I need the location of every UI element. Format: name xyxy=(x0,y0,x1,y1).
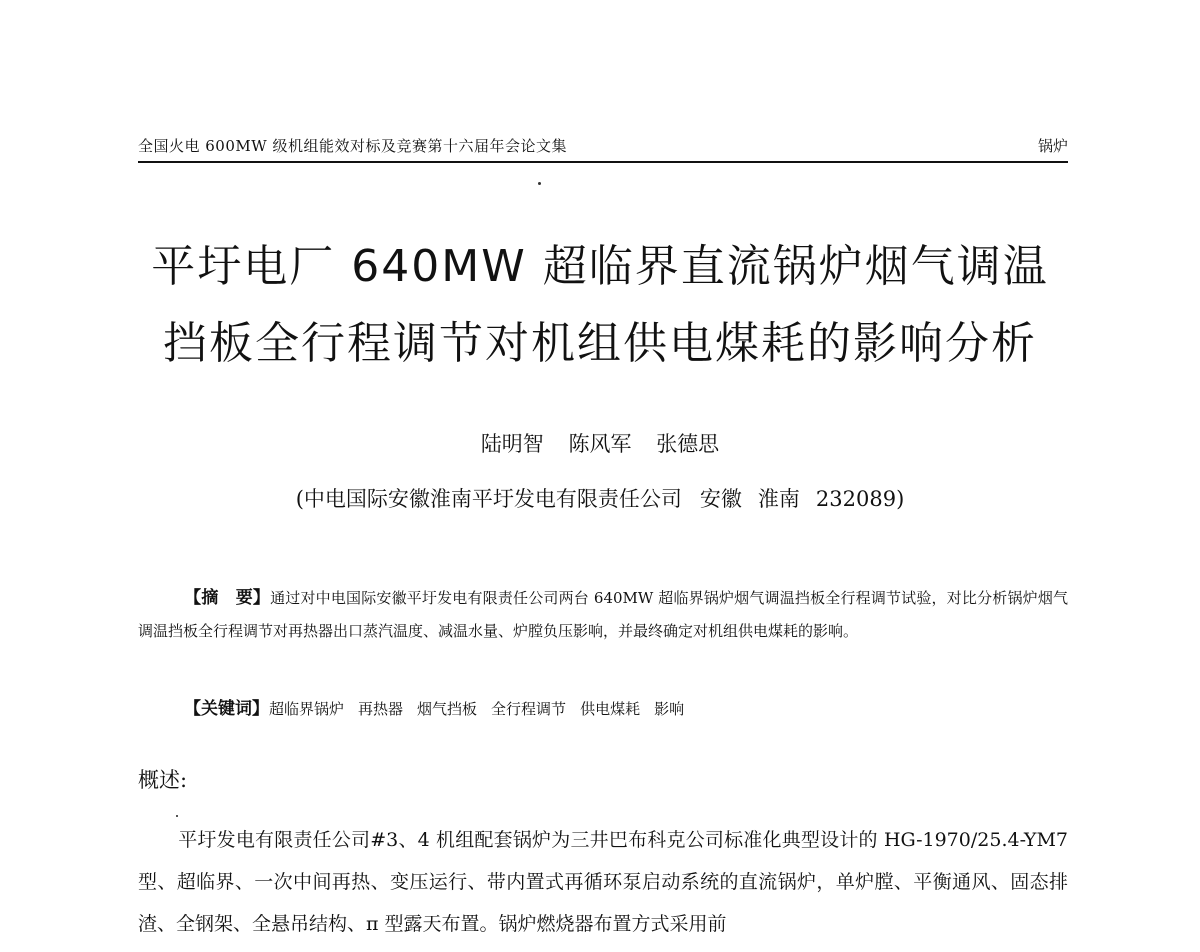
running-header xyxy=(138,133,1068,163)
keywords xyxy=(184,694,698,719)
section-label: 锅炉 xyxy=(1037,137,1068,155)
affiliation-org: 中电国际安徽淮南平圩发电有限责任公司 xyxy=(303,487,682,511)
scan-speck xyxy=(538,182,541,185)
keyword: 再热器 xyxy=(358,700,404,718)
keyword: 超临界锅炉 xyxy=(269,700,345,718)
body-paragraph-text: 平圩发电有限责任公司#3、4 机组配套锅炉为三井巴布科克公司标准化典型设计的 HG-1970/25.4-YM7 型、超临界、一次中间再热、变压运行、带内置式再循环泵启动系统的直流锅炉，单炉膛、平衡通风、固态排渣、全钢架、全悬吊结构、π 型露天布置。锅炉燃烧器布置方式采用前 xyxy=(138,829,1068,935)
affiliation xyxy=(0,483,1200,513)
abstract-label: 【摘 要】 xyxy=(184,588,271,608)
body-paragraph xyxy=(138,819,1068,945)
affiliation-province: 安徽 xyxy=(699,487,742,511)
author-name: 陈风军 xyxy=(568,432,632,456)
affiliation-open-paren: ( xyxy=(295,487,304,511)
keyword: 烟气挡板 xyxy=(417,700,478,718)
paper-title-line-1: 平圩电厂 640MW 超临界直流锅炉烟气调温 xyxy=(151,241,1049,292)
keyword: 影响 xyxy=(654,700,685,718)
abstract-text: 通过对中电国际安徽平圩发电有限责任公司两台 640MW 超临界锅炉烟气调温挡板全行程调节试验，对比分析锅炉烟气调温挡板全行程调节对再热器出口蒸汽温度、减温水量、炉膛负压影响，并最终确定对机组供电煤耗的影响。 xyxy=(138,589,1069,640)
scan-speck xyxy=(176,815,178,817)
author-name: 张德思 xyxy=(656,432,720,456)
keywords-label: 【关键词】 xyxy=(184,699,269,719)
abstract xyxy=(138,582,1068,648)
author-name: 陆明智 xyxy=(480,432,544,456)
author-list xyxy=(0,428,1200,458)
keyword: 全行程调节 xyxy=(491,700,567,718)
journal-title: 全国火电 600MW 级机组能效对标及竞赛第十六届年会论文集 xyxy=(138,137,567,155)
affiliation-postcode: 232089 xyxy=(815,487,897,511)
keyword: 供电煤耗 xyxy=(580,700,641,718)
section-heading: 概述: xyxy=(138,768,188,792)
paper-title-line-2: 挡板全行程调节对机组供电煤耗的影响分析 xyxy=(163,318,1037,369)
affiliation-close-paren: ) xyxy=(896,487,905,511)
affiliation-city: 淮南 xyxy=(757,487,800,511)
